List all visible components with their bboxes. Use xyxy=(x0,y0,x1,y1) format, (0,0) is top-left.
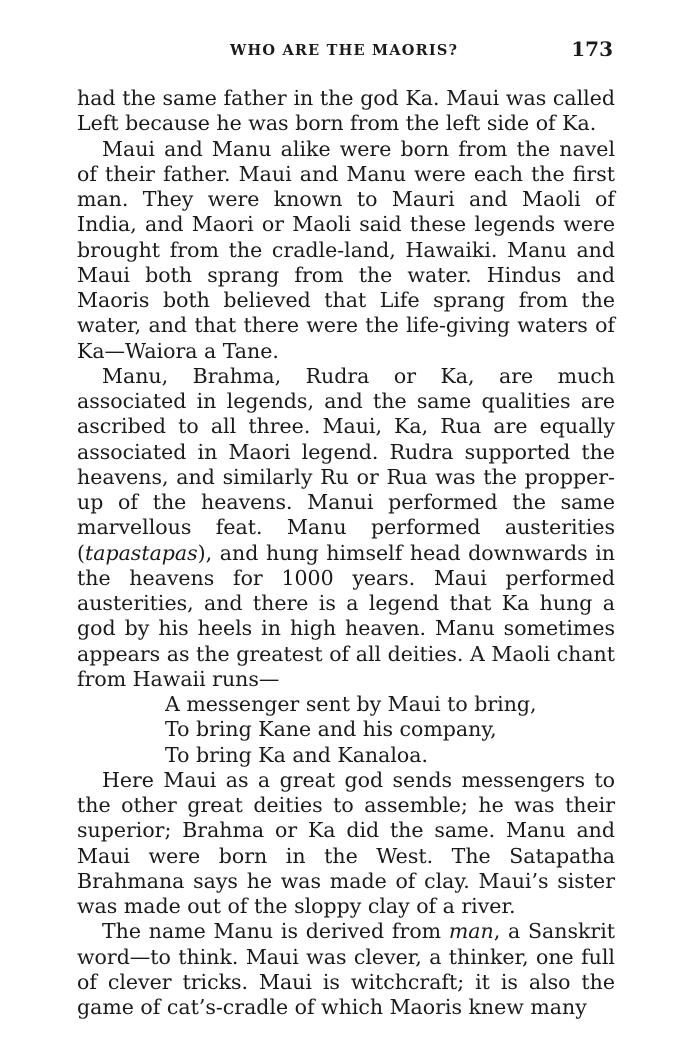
running-title: WHO ARE THE MAORIS? xyxy=(230,42,459,59)
paragraph-1: had the same father in the god Ka. Maui was called Left because he was born from the left side of Ka. xyxy=(77,86,615,136)
paragraph-2: Maui and Manu alike were born from the navel of their father. Maui and Manu were each the first man. They were known to Mauri and Maoli of India, and Maori or Maoli said these legends were brought from the cradle-land, Hawaiki. Manu and Maui both sprang from the water. Hindus and Maoris both believed that Life sprang from the water, and that there were the life-giving waters of Ka—Waiora a Tane. xyxy=(77,136,615,363)
chant-verse xyxy=(77,692,615,768)
paragraph-4: Here Maui as a great god sends messengers to the other great deities to assemble; he was their superior; Brahma or Ka did the same. Manu and Maui were born in the West. The Satapatha Brahmana says he was made of clay. Maui’s sister was made out of the sloppy clay of a river. xyxy=(77,767,615,918)
paragraph-5-part-b: , a Sanskrit word—to think. Maui was clever, a thinker, one full of clever tricks. Maui is witchcraft; it is also the game of cat’s-cradle of which Maoris knew many xyxy=(77,919,615,1019)
body-text xyxy=(77,86,615,1020)
page-number: 173 xyxy=(571,37,613,61)
paragraph-5-italic: man xyxy=(448,919,494,944)
paragraph-3-italic: tapastapas xyxy=(85,540,198,565)
paragraph-5 xyxy=(77,919,615,1020)
paragraph-5-part-a: The name Manu is derived from xyxy=(102,919,449,944)
paragraph-3-part-a: Manu, Brahma, Rudra or Ka, are much associated in legends, and the same qualities are ascribed to all three. Maui, Ka, Rua are equally associated in Maori legend. Rudra supported the heavens, and similarly Ru or Rua was the propper-up of the heavens. Manui performed the same marvellous feat. Manu performed austerities ( xyxy=(77,363,615,565)
verse-line: To bring Kane and his company, xyxy=(165,717,497,742)
running-head xyxy=(78,37,615,68)
verse-line: To bring Ka and Kanaloa. xyxy=(165,742,428,767)
paragraph-3-part-b: ), and hung himself head downwards in the heavens for 1000 years. Maui performed austerities, and there is a legend that Ka hung a god by his heels in high heaven. Manu sometimes appears as the greatest of all deities. A Maoli chant from Hawaii runs— xyxy=(77,540,615,691)
paragraph-3 xyxy=(77,364,615,692)
verse-line: A messenger sent by Maui to bring, xyxy=(165,692,537,716)
